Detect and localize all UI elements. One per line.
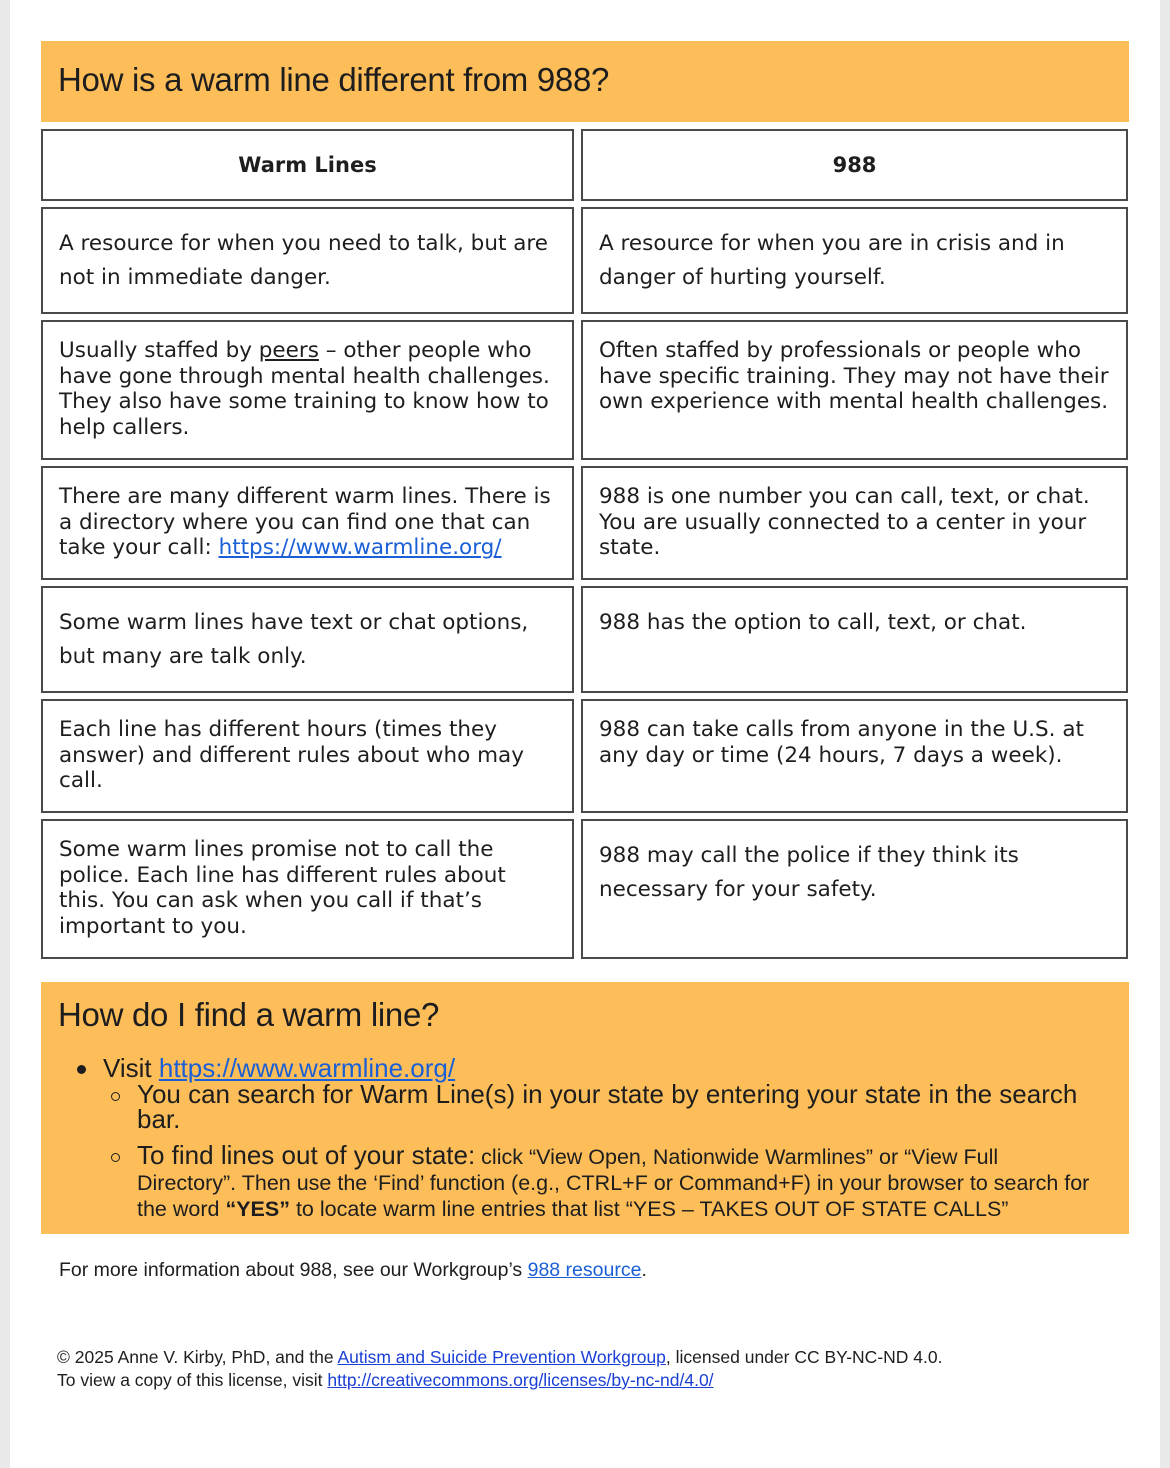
cell-text: Usually staffed by bbox=[59, 338, 259, 363]
sub-bullet-circle-icon bbox=[111, 1092, 120, 1101]
table-cell-988: Often staffed by professionals or people who have specific training. They may not have their own experience with mental health challenges. bbox=[581, 320, 1128, 460]
cell-text: There are many different warm lines. There is a directory where you can find one that can take your call: bbox=[59, 484, 551, 560]
footer-line-1 bbox=[57, 1346, 942, 1369]
table-header-988: 988 bbox=[581, 129, 1128, 201]
license-link[interactable]: http://creativecommons.org/licenses/by-nc-nd/4.0/ bbox=[327, 1370, 714, 1390]
sub-bullet-item bbox=[137, 1140, 1097, 1221]
info-text: For more information about 988, see our Workgroup’s bbox=[59, 1259, 528, 1281]
table-cell-warm bbox=[41, 466, 574, 580]
bullet-text: Visit bbox=[103, 1053, 159, 1083]
warmline-link[interactable]: https://www.warmline.org/ bbox=[158, 1053, 456, 1083]
footer-line-2 bbox=[57, 1369, 942, 1392]
section-title: How is a warm line different from 988? bbox=[58, 61, 610, 98]
peers-term: peers bbox=[258, 338, 319, 363]
table-header-warm-lines: Warm Lines bbox=[41, 129, 574, 201]
license-footer bbox=[57, 1346, 942, 1392]
table-cell-988: 988 may call the police if they think its necessary for your safety. bbox=[581, 819, 1128, 959]
table-cell-988: 988 is one number you can call, text, or chat. You are usually connected to a center in your state. bbox=[581, 466, 1128, 580]
workgroup-link[interactable]: Autism and Suicide Prevention Workgroup bbox=[337, 1347, 666, 1367]
sub-bullet-text: click “View Open, Nationwide Warmlines” or “View Full Directory”. Then use the ‘Find’ function (e.g., CTRL+F or Command+F) in your browser to search for the word bbox=[137, 1145, 1090, 1221]
sub-bullet-circle-icon bbox=[111, 1153, 120, 1162]
table-cell-warm bbox=[41, 320, 574, 460]
sub-bullet-item: You can search for Warm Line(s) in your state by entering your state in the search bar. bbox=[137, 1079, 1078, 1134]
section-banner-find bbox=[41, 982, 1129, 1234]
document-page bbox=[10, 0, 1160, 1468]
more-info-line bbox=[59, 1259, 647, 1282]
footer-text: © 2025 Anne V. Kirby, PhD, and the bbox=[57, 1347, 338, 1367]
sub-bullet-text: to locate warm line entries that list “YES – TAKES OUT OF STATE CALLS” bbox=[289, 1197, 1009, 1221]
yes-keyword: “YES” bbox=[225, 1197, 290, 1221]
table-cell-warm: A resource for when you need to talk, but are not in immediate danger. bbox=[41, 207, 574, 314]
table-cell-988: 988 has the option to call, text, or chat. bbox=[581, 586, 1128, 693]
table-cell-warm: Some warm lines have text or chat options, but many are talk only. bbox=[41, 586, 574, 693]
info-text: . bbox=[641, 1259, 647, 1281]
table-cell-warm: Each line has different hours (times they answer) and different rules about who may call. bbox=[41, 699, 574, 813]
warmline-link[interactable]: https://www.warmline.org/ bbox=[218, 535, 502, 560]
table-cell-988: A resource for when you are in crisis and in danger of hurting yourself. bbox=[581, 207, 1128, 314]
988-resource-link[interactable]: 988 resource bbox=[527, 1259, 642, 1281]
bullet-dot-icon bbox=[77, 1065, 86, 1074]
section-title: How do I find a warm line? bbox=[58, 996, 440, 1033]
cell-text: – other people who have gone through mental health challenges. They also have some training to know how to help callers. bbox=[59, 338, 550, 440]
section-banner-comparison bbox=[41, 41, 1129, 122]
table-cell-warm: Some warm lines promise not to call the police. Each line has different rules about this. You can ask when you call if that’s important to you. bbox=[41, 819, 574, 959]
sub-bullet-lead: To find lines out of your state: bbox=[137, 1140, 476, 1170]
footer-text: To view a copy of this license, visit bbox=[57, 1370, 328, 1390]
footer-text: , licensed under CC BY-NC-ND 4.0. bbox=[665, 1347, 943, 1367]
table-cell-988: 988 can take calls from anyone in the U.S. at any day or time (24 hours, 7 days a week). bbox=[581, 699, 1128, 813]
